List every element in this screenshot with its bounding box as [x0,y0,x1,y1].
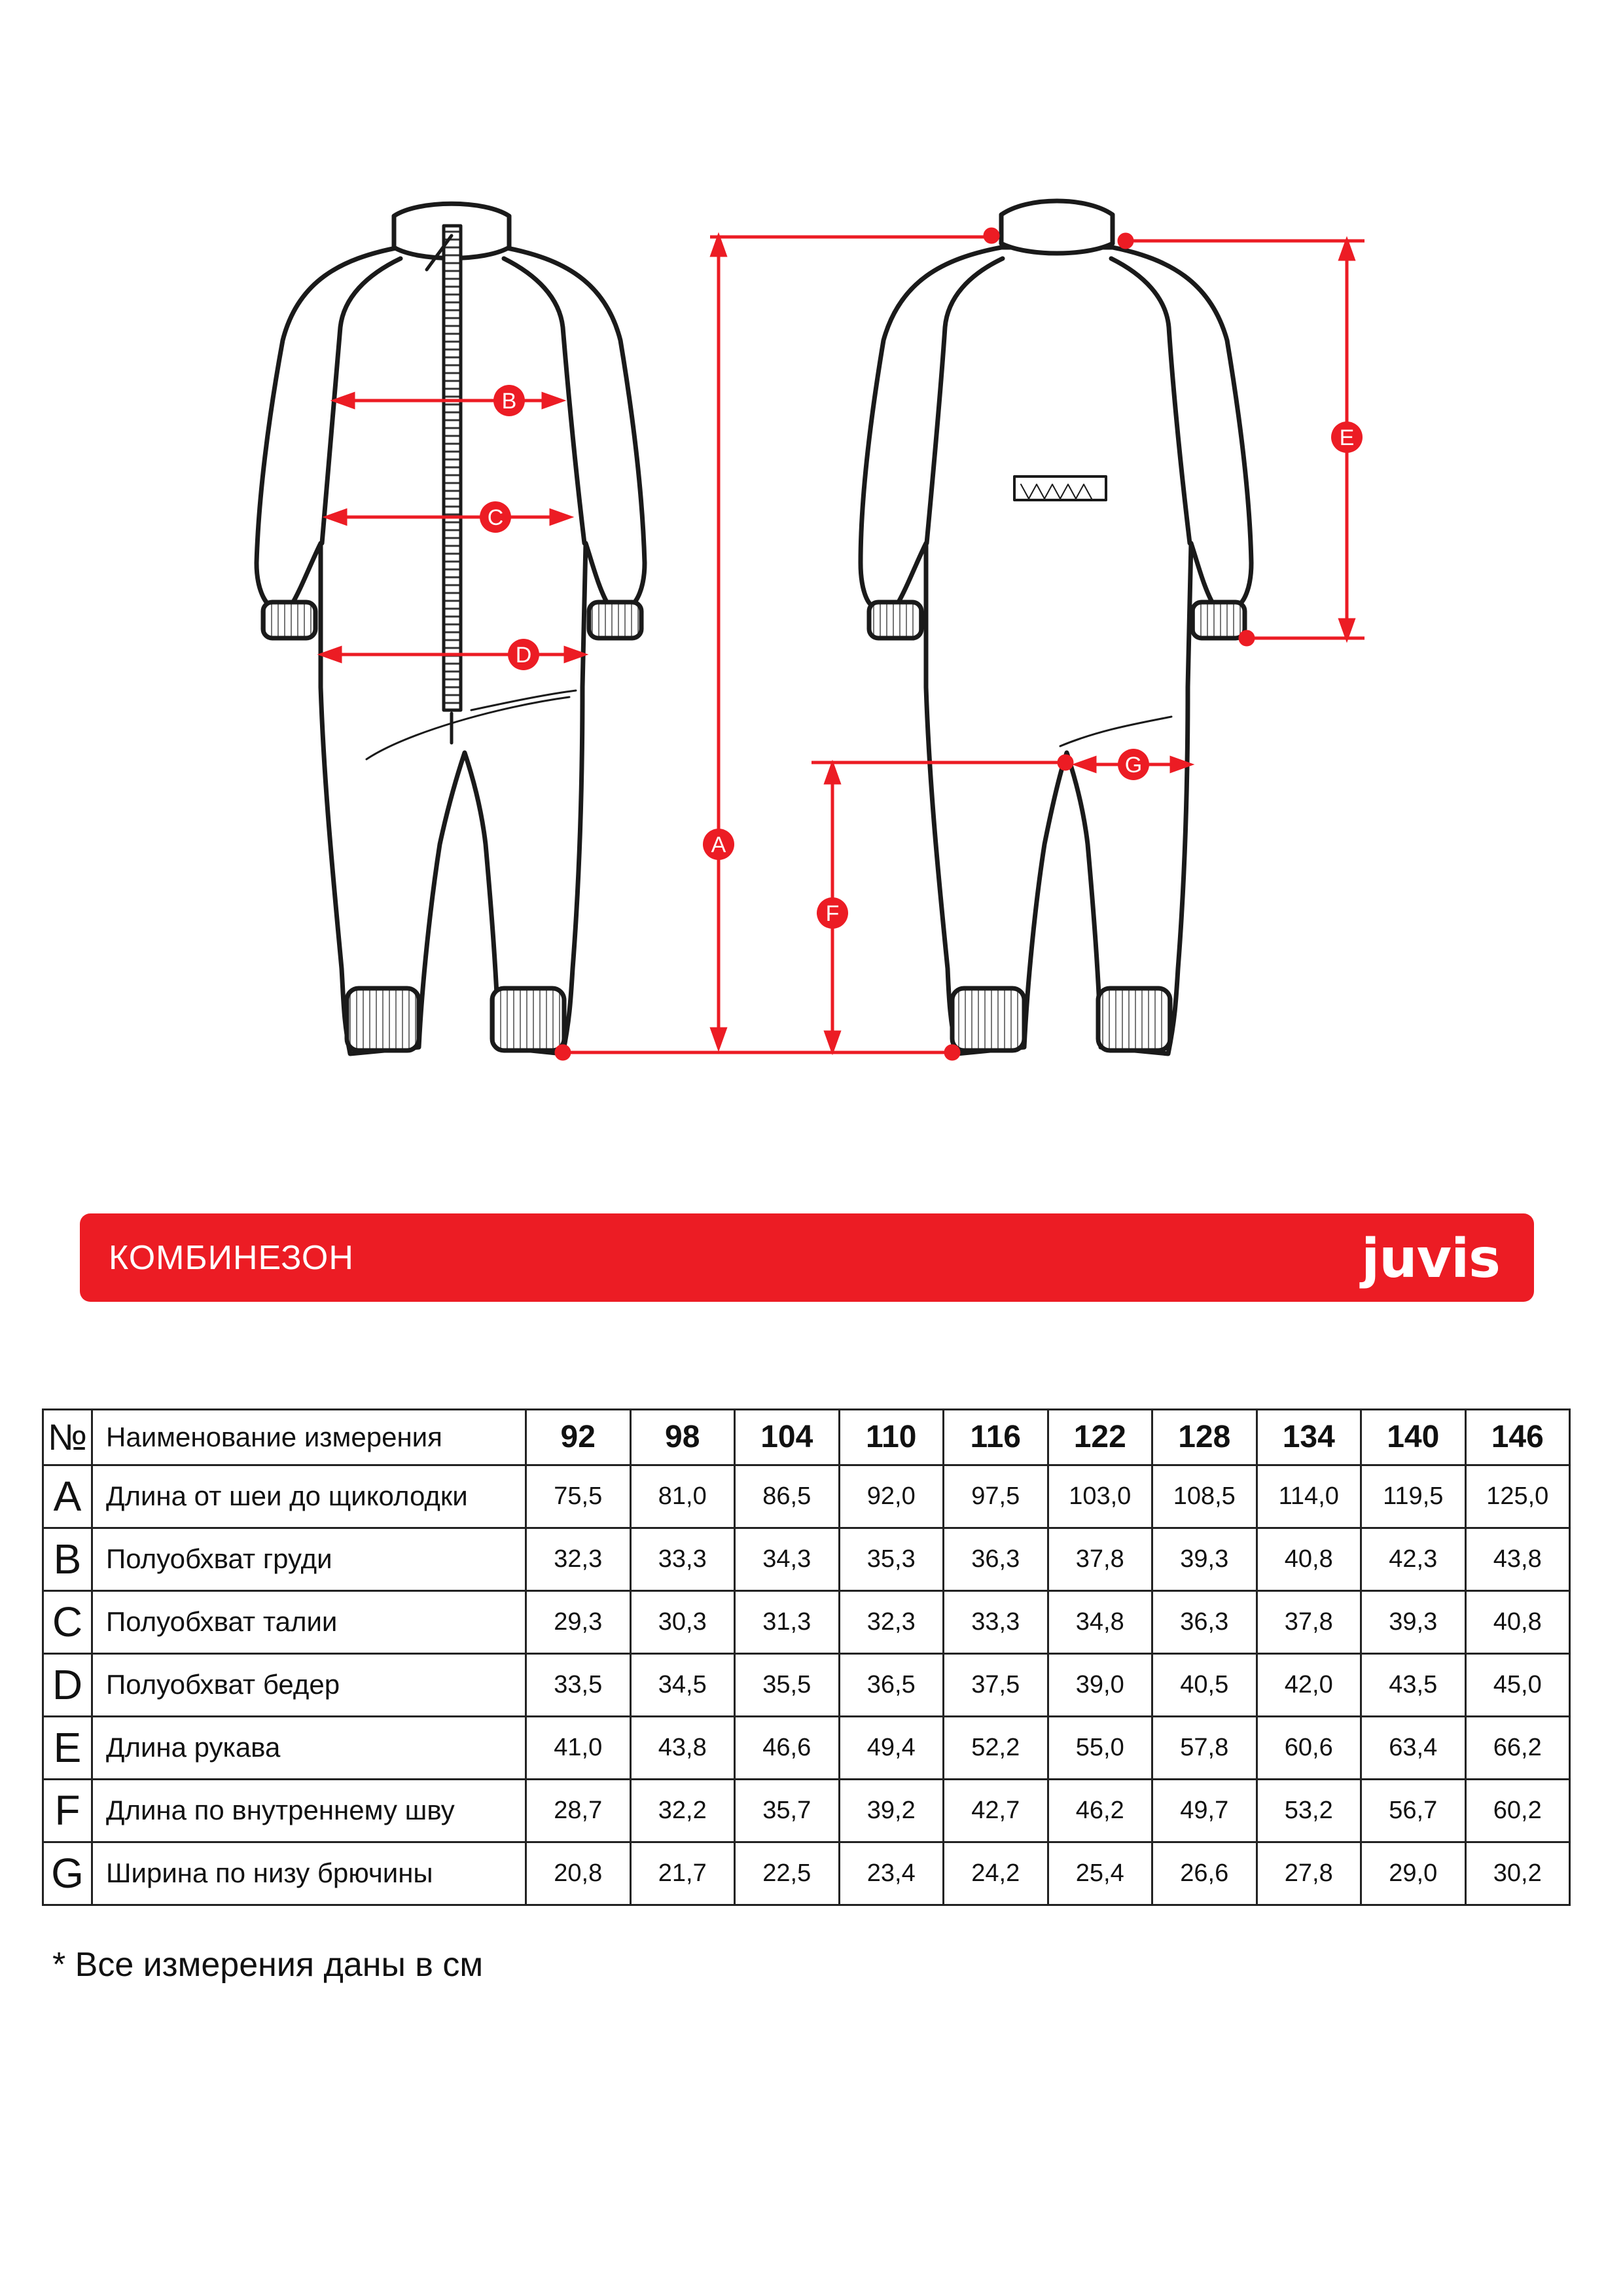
measurement-value: 39,3 [1152,1528,1257,1590]
measurement-value: 37,5 [944,1653,1048,1716]
table-row [43,1779,1570,1842]
measurement-value: 34,3 [735,1528,840,1590]
measurement-value: 35,7 [735,1779,840,1842]
measurement-value: 63,4 [1361,1716,1466,1779]
measurement-value: 39,3 [1361,1590,1466,1653]
measurement-code: G [43,1842,92,1905]
measurement-value: 23,4 [839,1842,944,1905]
header-size: 140 [1361,1410,1466,1465]
label-f-badge [817,897,848,929]
measurement-value: 22,5 [735,1842,840,1905]
table-row [43,1465,1570,1528]
measurement-value: 40,8 [1465,1590,1570,1653]
measurement-value: 36,3 [944,1528,1048,1590]
measurement-value: 35,5 [735,1653,840,1716]
header-size: 110 [839,1410,944,1465]
measurement-value: 32,3 [526,1528,631,1590]
measurement-code: D [43,1653,92,1716]
measurement-value: 20,8 [526,1842,631,1905]
measurement-value: 49,4 [839,1716,944,1779]
measurement-value: 32,3 [839,1590,944,1653]
measurement-value: 32,2 [630,1779,735,1842]
measurement-value: 26,6 [1152,1842,1257,1905]
measurement-value: 43,8 [630,1716,735,1779]
measurement-name: Полуобхват груди [92,1528,526,1590]
measurement-value: 27,8 [1257,1842,1361,1905]
header-size: 134 [1257,1410,1361,1465]
svg-text:B: B [501,389,517,414]
table-row [43,1590,1570,1653]
svg-text:D: D [515,643,532,668]
measurement-value: 29,3 [526,1590,631,1653]
measurement-value: 42,7 [944,1779,1048,1842]
measurement-value: 42,3 [1361,1528,1466,1590]
svg-text:G: G [1124,753,1143,778]
measurement-value: 25,4 [1048,1842,1152,1905]
svg-text:E: E [1339,425,1355,450]
measurement-value: 21,7 [630,1842,735,1905]
label-d-badge [508,639,539,670]
measurement-value: 103,0 [1048,1465,1152,1528]
measurement-code: A [43,1465,92,1528]
measurement-value: 86,5 [735,1465,840,1528]
product-title: КОМБИНЕЗОН [109,1239,354,1277]
measurement-value: 40,8 [1257,1528,1361,1590]
measurement-value: 30,3 [630,1590,735,1653]
header-measurement-name: Наименование измерения [92,1410,526,1465]
measurement-value: 57,8 [1152,1716,1257,1779]
measurement-value: 81,0 [630,1465,735,1528]
measurement-value: 43,5 [1361,1653,1466,1716]
measurement-name: Длина по внутреннему шву [92,1779,526,1842]
header-size: 104 [735,1410,840,1465]
header-number: № [43,1410,92,1465]
measurement-value: 92,0 [839,1465,944,1528]
measurement-code: C [43,1590,92,1653]
measurement-value: 125,0 [1465,1465,1570,1528]
measurement-value: 75,5 [526,1465,631,1528]
measurement-value: 66,2 [1465,1716,1570,1779]
measurement-value: 35,3 [839,1528,944,1590]
measurement-value: 29,0 [1361,1842,1466,1905]
header-size: 122 [1048,1410,1152,1465]
size-table-body [43,1410,1570,1905]
table-header-row [43,1410,1570,1465]
measurement-value: 37,8 [1048,1528,1152,1590]
measurement-value: 119,5 [1361,1465,1466,1528]
measurement-value: 45,0 [1465,1653,1570,1716]
measurement-value: 33,3 [944,1590,1048,1653]
brand-logo: juvis [1361,1228,1500,1290]
front-view [257,204,645,1054]
measurement-value: 36,5 [839,1653,944,1716]
measurement-value: 97,5 [944,1465,1048,1528]
size-table [42,1408,1571,1906]
measurement-code: E [43,1716,92,1779]
back-view [861,201,1251,1054]
measurement-value: 24,2 [944,1842,1048,1905]
measurement-value: 49,7 [1152,1779,1257,1842]
label-c-badge [480,501,511,533]
table-row [43,1842,1570,1905]
measurement-value: 28,7 [526,1779,631,1842]
measurement-name: Полуобхват талии [92,1590,526,1653]
measurement-value: 33,5 [526,1653,631,1716]
measurement-value: 53,2 [1257,1779,1361,1842]
measurement-value: 37,8 [1257,1590,1361,1653]
measurement-value: 43,8 [1465,1528,1570,1590]
measurement-value: 31,3 [735,1590,840,1653]
measurement-value: 114,0 [1257,1465,1361,1528]
measurement-value: 33,3 [630,1528,735,1590]
measurement-value: 60,2 [1465,1779,1570,1842]
measurement-value: 30,2 [1465,1842,1570,1905]
measurement-value: 46,2 [1048,1779,1152,1842]
header-size: 116 [944,1410,1048,1465]
measurement-value: 34,5 [630,1653,735,1716]
label-g-badge [1118,749,1149,780]
measurement-value: 56,7 [1361,1779,1466,1842]
measurement-value: 39,2 [839,1779,944,1842]
measurement-value: 39,0 [1048,1653,1152,1716]
measurement-code: F [43,1779,92,1842]
svg-text:A: A [711,833,726,857]
table-row [43,1528,1570,1590]
measurement-value: 60,6 [1257,1716,1361,1779]
header-size: 128 [1152,1410,1257,1465]
header-size: 98 [630,1410,735,1465]
footnote: * Все измерения даны в см [52,1946,484,1984]
table-row [43,1653,1570,1716]
measurement-value: 46,6 [735,1716,840,1779]
svg-text:C: C [487,505,504,530]
measurement-value: 41,0 [526,1716,631,1779]
label-b-badge [493,385,525,416]
svg-text:F: F [825,901,840,926]
measurement-name: Длина рукава [92,1716,526,1779]
label-e-badge [1331,422,1363,453]
title-banner [80,1213,1534,1302]
header-size: 92 [526,1410,631,1465]
header-size: 146 [1465,1410,1570,1465]
measurement-value: 52,2 [944,1716,1048,1779]
measurement-value: 55,0 [1048,1716,1152,1779]
measurement-name: Длина от шеи до щиколодки [92,1465,526,1528]
measurement-value: 108,5 [1152,1465,1257,1528]
measurement-name: Ширина по низу брючины [92,1842,526,1905]
measurement-value: 40,5 [1152,1653,1257,1716]
measurement-code: B [43,1528,92,1590]
measurement-value: 36,3 [1152,1590,1257,1653]
measurement-value: 42,0 [1257,1653,1361,1716]
label-a-badge [703,829,734,860]
measurement-value: 34,8 [1048,1590,1152,1653]
table-row [43,1716,1570,1779]
measurement-name: Полуобхват бедер [92,1653,526,1716]
